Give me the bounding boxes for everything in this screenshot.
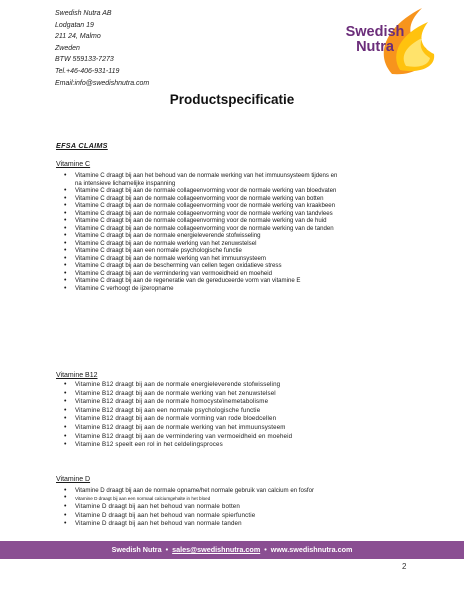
list-item: • Vitamine C draagt bij aan de bescherming van cellen tegen oxidatieve stress <box>56 262 376 270</box>
address-email[interactable]: Email:info@swedishnutra.com <box>55 79 150 87</box>
vitamin-d-claims-list <box>56 487 376 529</box>
list-item: • Vitamine C draagt bij aan de vermindering van vermoeidheid en moeheid <box>56 270 376 278</box>
footer-separator: • <box>264 545 267 554</box>
address-line: Swedish Nutra AB <box>55 10 112 17</box>
address-line: Lodgatan 19 <box>55 21 94 29</box>
list-item: • Vitamine B12 draagt bij aan de normale werking van het zenuwstelsel <box>56 390 376 399</box>
page-title: Productspecificatie <box>169 92 295 107</box>
list-item: • Vitamine D draagt bij aan het behoud van normale botten <box>56 503 376 512</box>
list-item: • Vitamine C draagt bij aan de normale collageenvorming voor de normale werking van de tanden <box>56 225 376 233</box>
vitamin-c-claims-list <box>56 172 376 292</box>
page-number: 2 <box>402 562 407 571</box>
list-item: • Vitamine C draagt bij aan de normale collageenvorming voor de normale werking van bloedvaten <box>56 187 376 195</box>
list-item: • Vitamine C draagt bij aan de normale werking van het immuunsysteem <box>56 255 376 263</box>
logo-wordmark <box>343 25 407 55</box>
list-item: • Vitamine C draagt bij aan de regeneratie van de gereduceerde vorm van vitamine E <box>56 277 376 285</box>
section-title-vitamin-b12: Vitamine B12 <box>56 372 98 379</box>
efsa-claims-heading: EFSA CLAIMS <box>56 141 108 150</box>
list-item: • Vitamine C draagt bij aan de normale collageenvorming voor de normale werking van kraakbeen <box>56 202 376 210</box>
footer-separator: • <box>165 545 169 554</box>
list-item: • Vitamine C draagt bij aan de normale collageenvorming voor de normale werking van de huid <box>56 217 376 225</box>
footer-bar <box>0 541 464 559</box>
logo-line-2: Nutra <box>356 39 394 55</box>
list-item: • Vitamine C draagt bij aan de normale collageenvorming voor de normale werking van botten <box>56 195 376 203</box>
list-item: • Vitamine B12 draagt bij aan de normale vorming van rode bloedcellen <box>56 415 376 424</box>
address-line: BTW 559133-7273 <box>55 56 114 64</box>
address-line: Zweden <box>55 44 80 52</box>
footer-brand: Swedish Nutra <box>111 545 162 554</box>
footer-email-link[interactable]: sales@swedishnutra.com <box>172 545 261 554</box>
list-item: • Vitamine D draagt bij aan een normaal calciumgehalte in het bloed <box>56 495 376 503</box>
list-item: na intensieve lichamelijke inspanning <box>75 179 176 187</box>
vitamin-b12-claims-list <box>56 381 376 450</box>
list-item: • Vitamine B12 draagt bij aan de normale homocysteïnemetabolisme <box>56 398 376 407</box>
section-title-vitamin-c: Vitamine C <box>56 161 91 168</box>
list-item: • Vitamine B12 speelt een rol in het celdelingsproces <box>56 441 376 450</box>
list-item: • Vitamine C draagt bij aan de normale energieleverende stofwisseling <box>56 232 376 240</box>
footer-website-link[interactable]: www.swedishnutra.com <box>270 545 353 554</box>
list-item: • Vitamine D draagt bij aan het behoud van normale tanden <box>56 520 376 529</box>
address-line: 211 24, Malmo <box>55 33 101 41</box>
list-item: • Vitamine B12 draagt bij aan de normale werking van het immuunsysteem <box>56 424 376 433</box>
list-item: • Vitamine C draagt bij aan het behoud van de normale werking van het immuunsysteem tijdens en <box>56 172 376 180</box>
list-item: • Vitamine C draagt bij aan de normale collageenvorming voor de normale werking van tandvlees <box>56 210 376 218</box>
list-item: • Vitamine B12 draagt bij aan de normale energieleverende stofwisseling <box>56 381 376 390</box>
list-item: • Vitamine C draagt bij aan de normale werking van het zenuwstelsel <box>56 240 376 248</box>
address-line: Tel.+46-406-931-119 <box>55 67 120 75</box>
list-item: • Vitamine B12 draagt bij aan de vermindering van vermoeidheid en moeheid <box>56 433 376 442</box>
list-item: • Vitamine C draagt bij aan een normale psychologische functie <box>56 247 376 255</box>
section-title-vitamin-d: Vitamine D <box>56 476 91 483</box>
logo-line-1: Swedish <box>345 24 405 40</box>
company-address <box>55 8 149 89</box>
list-item: • Vitamine D draagt bij aan het behoud van normale spierfunctie <box>56 512 376 521</box>
list-item: • Vitamine B12 draagt bij aan een normale psychologische functie <box>56 407 376 416</box>
list-item: • Vitamine C verhoogt de ijzeropname <box>56 285 376 293</box>
list-item: • Vitamine D draagt bij aan de normale opname/het normale gebruik van calcium en fosfor <box>56 487 376 495</box>
